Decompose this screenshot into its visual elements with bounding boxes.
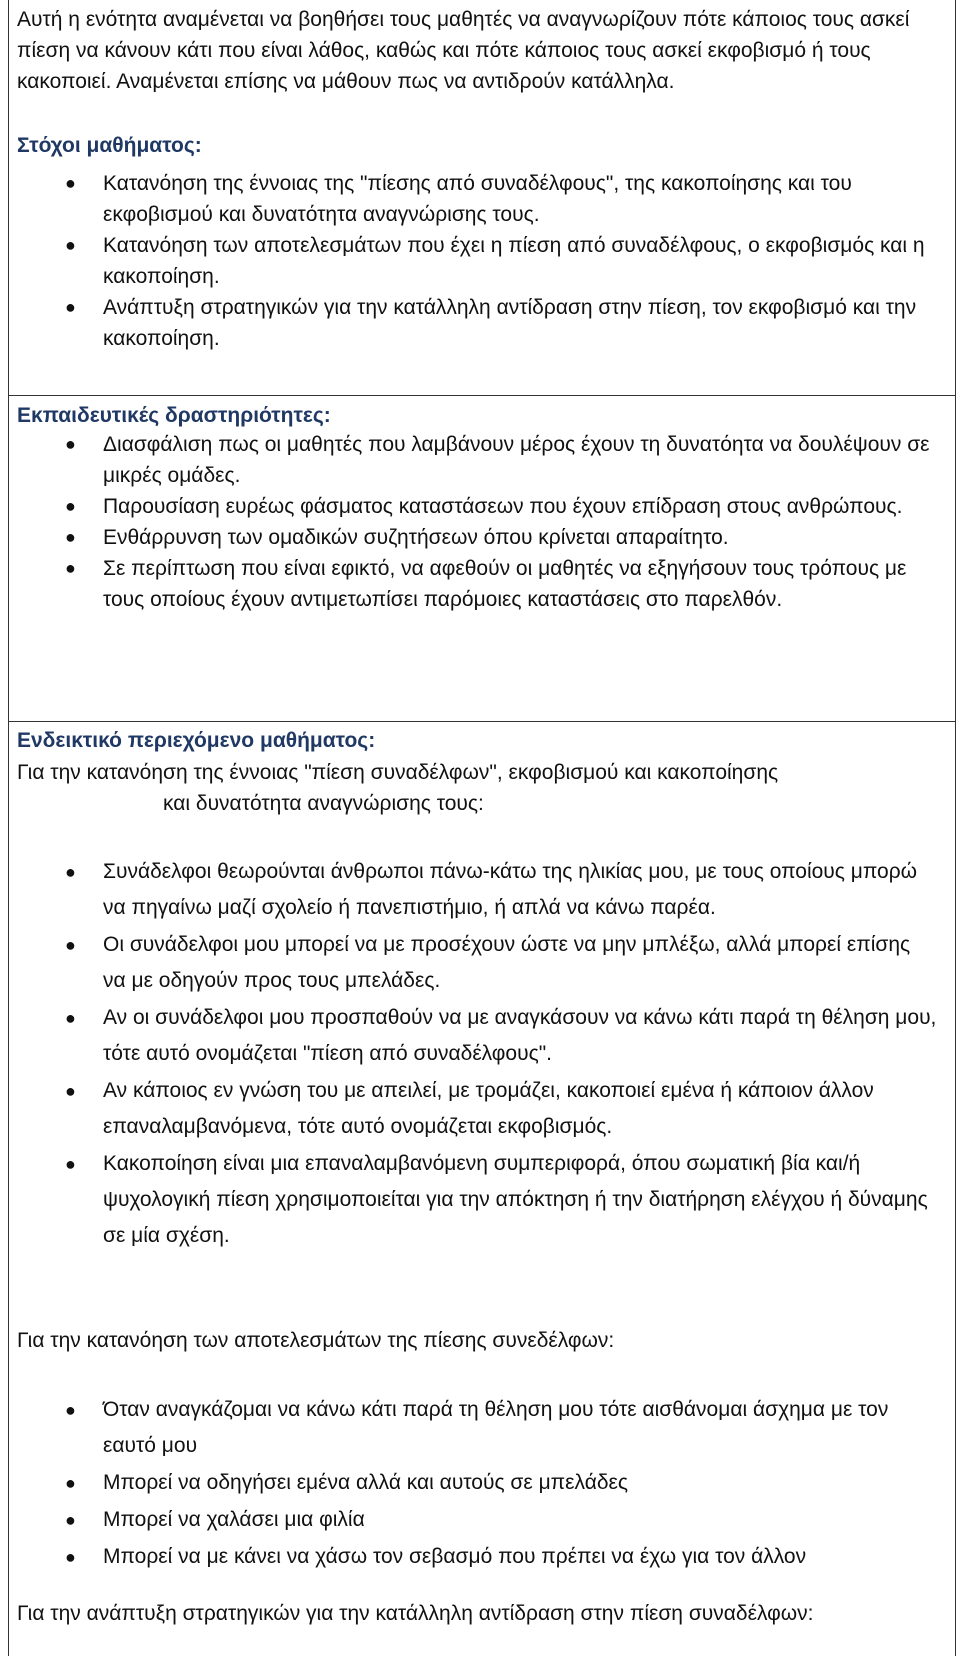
bullet-icon: ●: [65, 1473, 76, 1493]
bullet-icon: ●: [65, 1081, 76, 1101]
content-cell: [9, 721, 955, 1656]
activities-list: [65, 429, 937, 615]
bullet-icon: ●: [65, 1547, 76, 1567]
bullet-icon: ●: [65, 235, 76, 255]
list-item: ● Παρουσίαση ευρέως φάσματος καταστάσεων που έχουν επίδραση στους ανθρώπους.: [103, 491, 937, 522]
list-item: ● Ενθάρρυνση των ομαδικών συζητήσεων όπου κρίνεται απαραίτητο.: [103, 522, 937, 553]
effects-intro: Για την κατανόηση των αποτελεσμάτων της πίεσης συνεδέλφων:: [17, 1329, 615, 1352]
bullet-icon: ●: [65, 1154, 76, 1174]
bullet-icon: ●: [65, 527, 76, 547]
list-item: ● Κατανόηση των αποτελεσμάτων που έχει η πίεση από συναδέλφους, ο εκφοβισμός και η κακοποίηση.: [103, 230, 937, 292]
list-item: ● Αν κάποιος εν γνώση του με απειλεί, με τρομάζει, κακοποιεί εμένα ή κάποιον άλλον επαναλαμβανόμενα, τότε αυτό ονομάζεται εκφοβισμός.: [103, 1073, 937, 1145]
list-item: ● Συνάδελφοι θεωρούνται άνθρωποι πάνω-κάτω της ηλικίας μου, με τους οποίους μπορώ να πηγαίνω μαζί σχολείο ή πανεπιστήμιο, ή απλά να κάνω παρέα.: [103, 854, 937, 926]
bullet-icon: ●: [65, 1008, 76, 1028]
bullet-icon: ●: [65, 297, 76, 317]
activities-cell: [9, 395, 955, 722]
list-item: ● Μπορεί να με κάνει να χάσω τον σεβασμό που πρέπει να έχω για τον άλλον: [103, 1539, 937, 1575]
strategies-intro: Για την ανάπτυξη στρατηγικών για την κατάλληλη αντίδραση στην πίεση συναδέλφων:: [17, 1602, 814, 1625]
document-table: [8, 0, 956, 1656]
list-item: ● Ανάπτυξη στρατηγικών για την κατάλληλη αντίδραση στην πίεση, τον εκφοβισμό και την κακοποίηση.: [103, 292, 937, 354]
list-item: ● Μπορεί να χαλάσει μια φιλία: [103, 1502, 937, 1538]
definitions-list: [65, 854, 937, 1255]
list-item: ● Σε περίπτωση που είναι εφικτό, να αφεθούν οι μαθητές να εξηγήσουν τους τρόπους με τους οποίους έχουν αντιμετωπίσει παρόμοιες καταστάσεις στο παρελθόν.: [103, 553, 937, 615]
objectives-list: [65, 168, 937, 354]
list-item: ● Διασφάλιση πως οι μαθητές που λαμβάνουν μέρος έχουν τη δυνατόητα να δουλέψουν σε μικρές ομάδες.: [103, 429, 937, 491]
content-intro-line-indented: και δυνατότητα αναγνώρισης τους:: [163, 792, 484, 815]
list-item: ● Οι συνάδελφοι μου μπορεί να με προσέχουν ώστε να μην μπλέξω, αλλά μπορεί επίσης να με οδηγούν προς τους μπελάδες.: [103, 927, 937, 999]
bullet-icon: ●: [65, 862, 76, 882]
bullet-icon: ●: [65, 558, 76, 578]
list-item: ● Κακοποίηση είναι μια επαναλαμβανόμενη συμπεριφορά, όπου σωματική βία και/ή ψυχολογική πίεση χρησιμοποιείται για την απόκτηση ή την διατήρηση ελέγχου ή δύναμης σε μία σχέση.: [103, 1146, 937, 1254]
bullet-icon: ●: [65, 935, 76, 955]
bullet-icon: ●: [65, 1510, 76, 1530]
bullet-icon: ●: [65, 434, 76, 454]
list-item: ● Όταν αναγκάζομαι να κάνω κάτι παρά τη θέληση μου τότε αισθάνομαι άσχημα με τον εαυτό μου: [103, 1392, 937, 1464]
activities-heading: Εκπαιδευτικές δραστηριότητες:: [17, 404, 331, 427]
bullet-icon: ●: [65, 496, 76, 516]
objectives-heading: Στόχοι μαθήματος:: [17, 134, 202, 157]
bullet-icon: ●: [65, 173, 76, 193]
content-heading: Ενδεικτικό περιεχόμενο μαθήματος:: [17, 729, 376, 752]
bullet-icon: ●: [65, 1400, 76, 1420]
intro-paragraph: Αυτή η ενότητα αναμένεται να βοηθήσει τους μαθητές να αναγνωρίζουν πότε κάποιος τους ασκεί πίεση να κάνουν κάτι που είναι λάθος, καθώς και πότε κάποιος τους ασκεί εκφοβισμό ή τους κακοποιεί. Αναμένεται επίσης να μάθουν πως να αντιδρούν κατάλληλα.: [17, 8, 910, 93]
list-item: ● Αν οι συνάδελφοι μου προσπαθούν να με αναγκάσουν να κάνω κάτι παρά τη θέληση μου, τότε αυτό ονομάζεται "πίεση από συναδέλφους".: [103, 1000, 937, 1072]
content-intro-line: Για την κατανόηση της έννοιας "πίεση συναδέλφων", εκφοβισμού και κακοποίησης: [17, 761, 779, 784]
effects-list: [65, 1392, 937, 1576]
list-item: ● Μπορεί να οδηγήσει εμένα αλλά και αυτούς σε μπελάδες: [103, 1465, 937, 1501]
list-item: ● Κατανόηση της έννοιας της "πίεσης από συναδέλφους", της κακοποίησης και του εκφοβισμού και δυνατότητα αναγνώρισης τους.: [103, 168, 937, 230]
intro-objectives-cell: [9, 0, 955, 396]
